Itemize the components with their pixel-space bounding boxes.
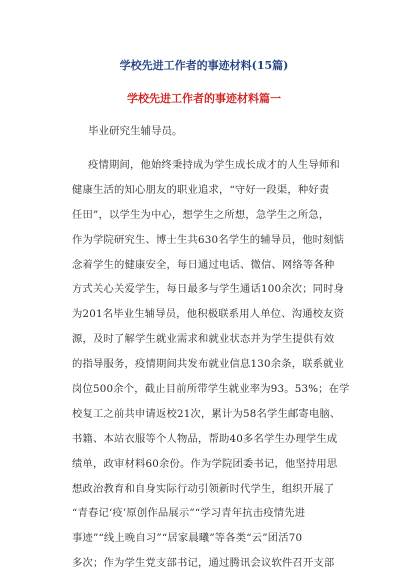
body-line: 书籍、本站衣服等个人物品，帮助40多名学生办理学生成	[72, 432, 338, 445]
body-paragraph	[72, 158, 362, 581]
body-line: 疫情期间，他始终秉持成为学生成长成才的人生导师和	[88, 159, 340, 171]
body-line: 方式关心关爱学生，每日最多与学生通话100余次；同时身	[72, 283, 345, 296]
body-line: 健康生活的知心朋友的职业追求，“守好一段渠，种好责	[72, 183, 330, 196]
body-line: 绩单，政审材料60余份。作为学院团委书记，他坚持用思	[72, 457, 338, 470]
section-title: 学校先进工作者的事迹材料篇一	[127, 92, 281, 105]
body-line: “青春记‘疫’原创作品展示”“学习青年抗击疫情先进	[72, 507, 306, 520]
body-line: 校复工之前共申请返校21次，累计为58名学生邮寄电脑、	[72, 407, 341, 420]
document-title: 学校先进工作者的事迹材料(15篇)	[119, 59, 289, 72]
intro-paragraph: 毕业研究生辅导员。	[88, 125, 183, 137]
body-line: 源，及时了解学生就业需求和就业状态并为学生提供有效	[72, 333, 335, 346]
body-line: 作为学院研究生、博士生共630名学生的辅导员，他时刻惦	[72, 233, 345, 246]
body-line: 任田”，以学生为中心，想学生之所想，急学生之所急，	[72, 208, 330, 221]
body-line: 想政治教育和自身实际行动引领新时代学生，组织开展了	[72, 482, 335, 495]
body-line: 岗位500余个，截止目前所带学生就业率为93。53%；在学	[72, 383, 350, 396]
body-line: 事迹”“线上晚自习”“居家晨曦”等各类“云”团活70	[72, 532, 303, 545]
body-line: 念着学生的健康安全，每日通过电话、微信、网络等各种	[72, 258, 335, 271]
body-line: 的指导服务，疫情期间共发布就业信息130余条，联系就业	[72, 358, 345, 371]
body-line: 多次；作为学生党支部书记，通过腾讯会议软件召开支部	[72, 557, 335, 570]
body-line: 为201名毕业生辅导员，他积极联系用人单位、沟通校友资	[72, 308, 345, 321]
